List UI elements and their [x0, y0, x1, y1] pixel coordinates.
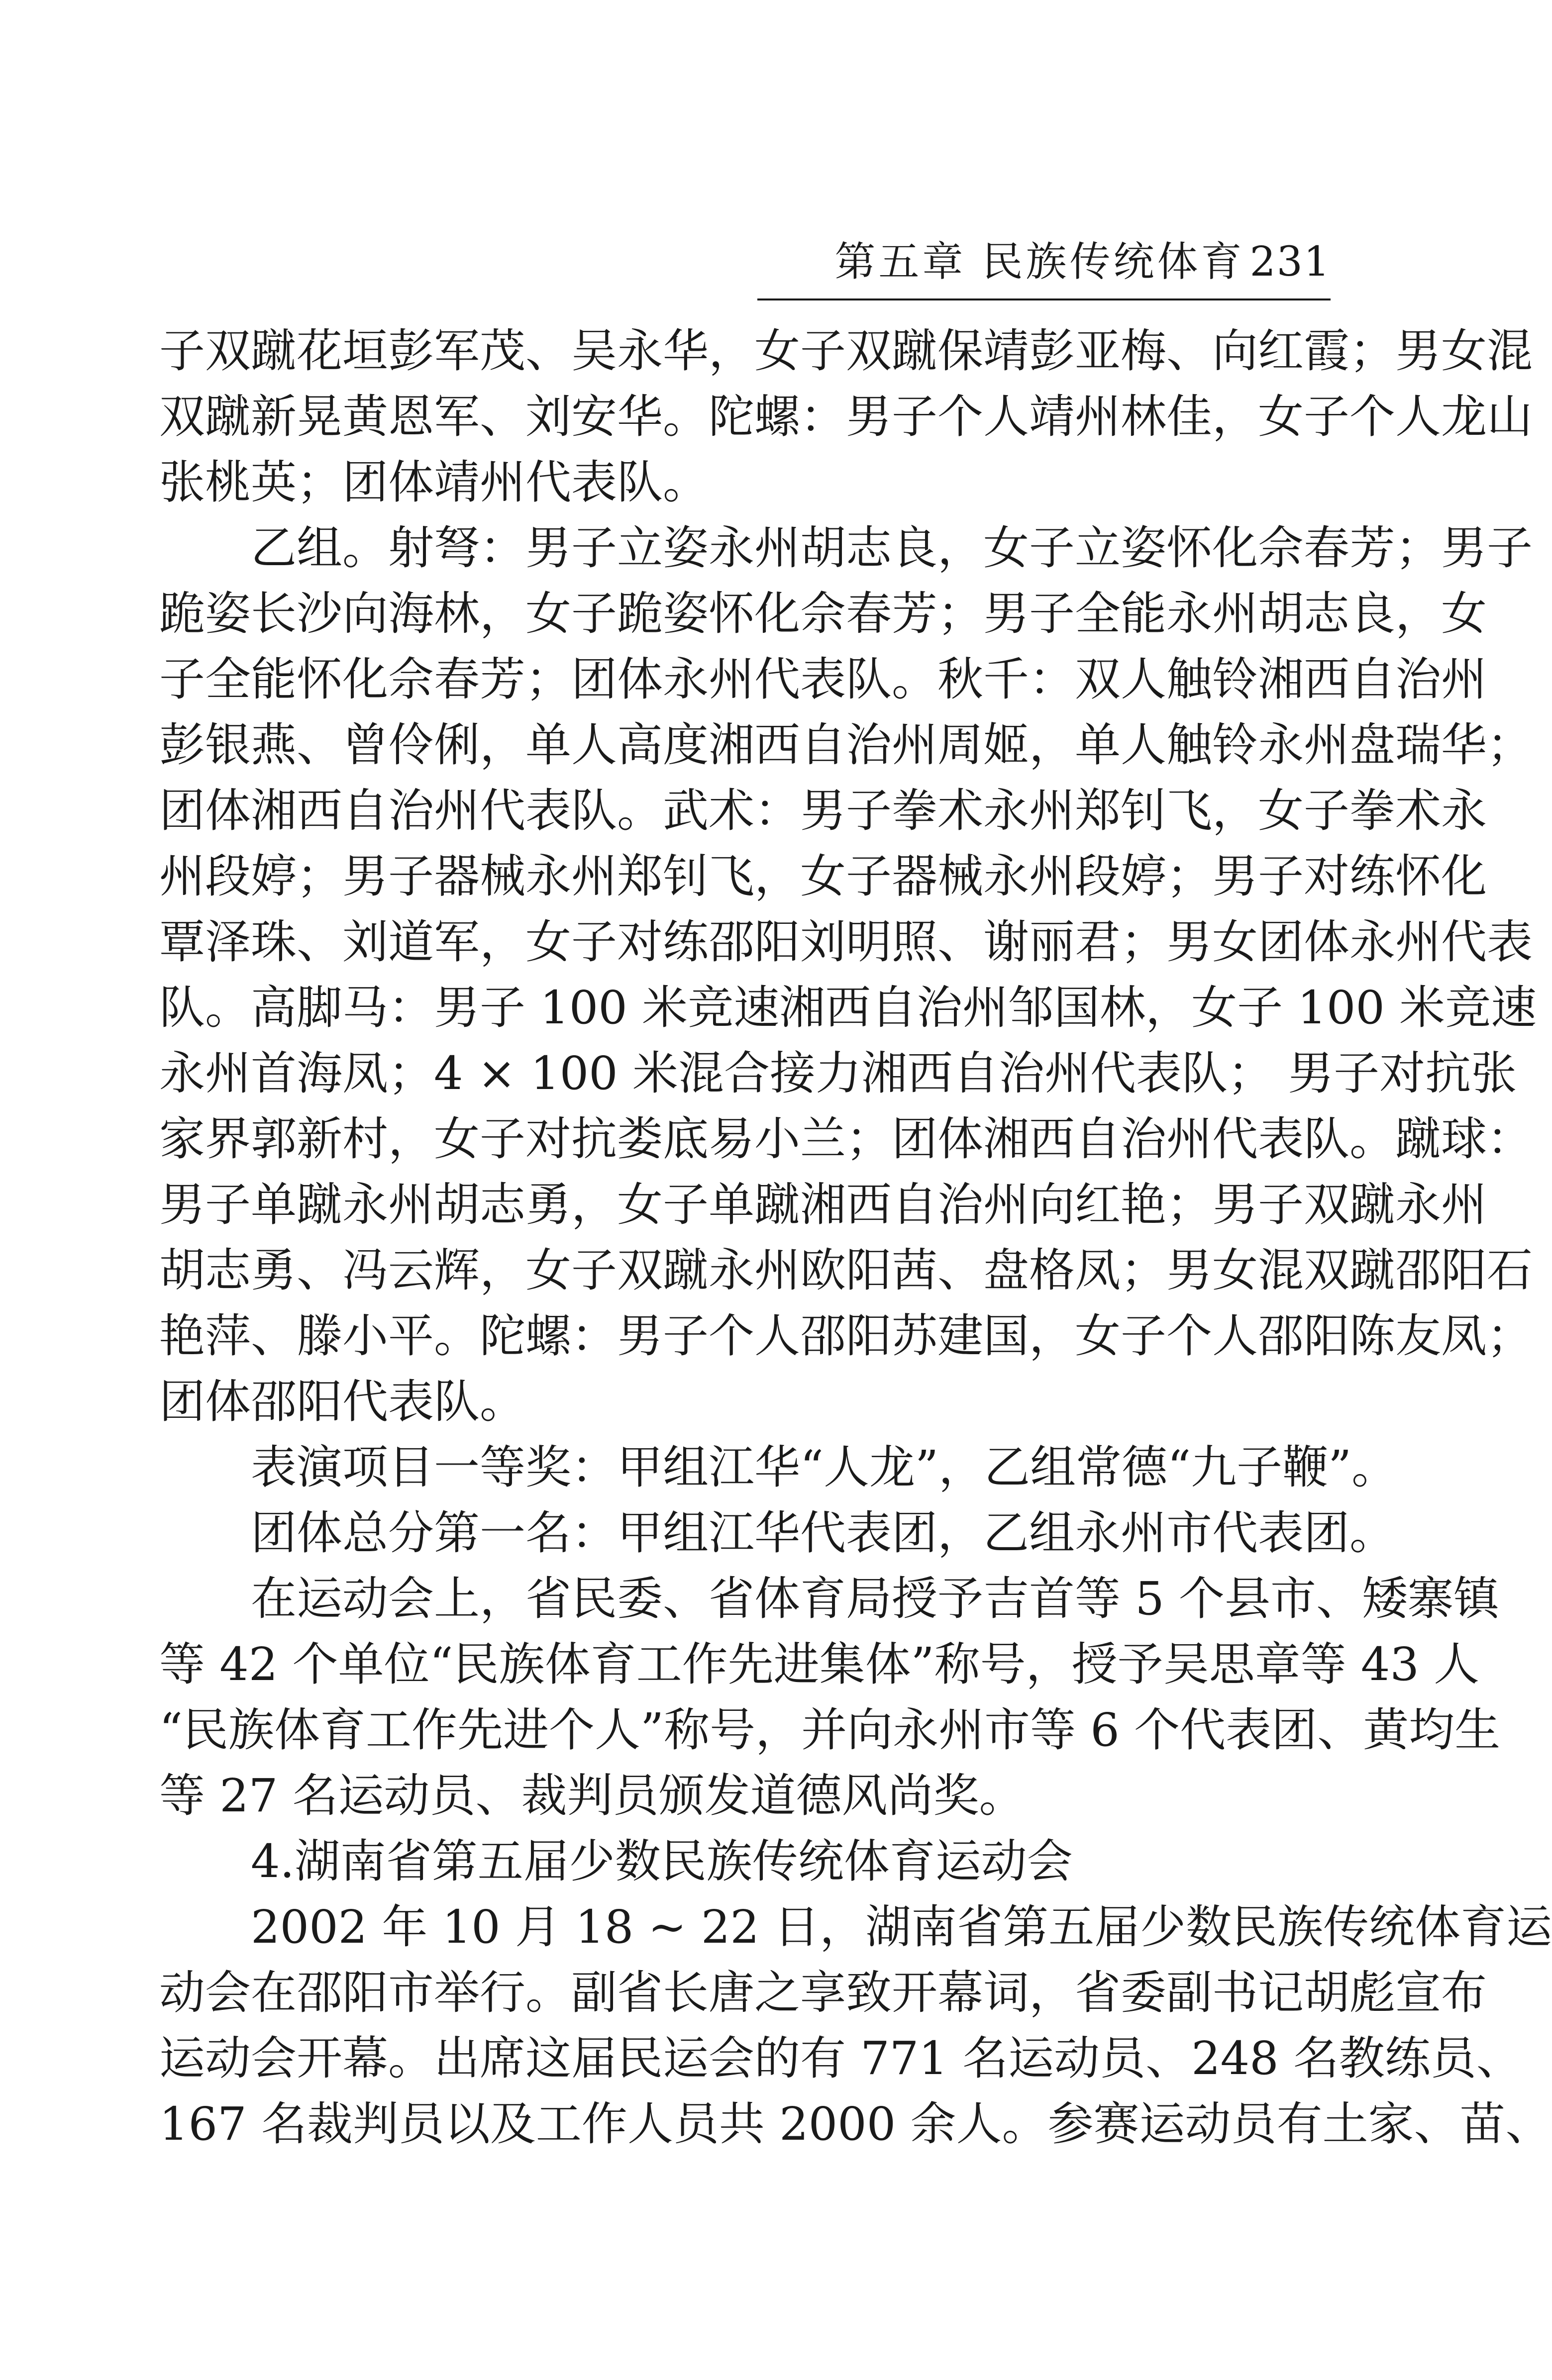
- body-text: [159, 318, 1552, 2157]
- page-number: 231: [1249, 238, 1331, 286]
- text-line: 在运动会上，省民委、省体育局授予吉首等 5 个县市、矮寨镇: [251, 1572, 1500, 1625]
- text-line: 等 42 个单位“民族体育工作先进集体”称号，授予吴思章等 43 人: [159, 1638, 1480, 1691]
- text-line: 子全能怀化佘春芳；团体永州代表队。秋千：双人触铃湘西自治州: [159, 653, 1487, 706]
- text-line: 家界郭新村，女子对抗娄底易小兰；团体湘西自治州代表队。蹴球：: [159, 1112, 1533, 1166]
- header-rule: [757, 298, 1331, 300]
- text-line: 张桃英；团体靖州代表队。: [159, 456, 709, 509]
- text-line: 队。高脚马：男子 100 米竞速湘西自治州邹国林，女子 100 米竞速: [159, 981, 1537, 1034]
- text-line: 167 名裁判员以及工作人员共 2000 余人。参赛运动员有土家、苗、: [159, 2097, 1552, 2151]
- text-line: 彭银燕、曾伶俐，单人高度湘西自治州周姬，单人触铃永州盘瑞华；: [159, 718, 1533, 772]
- text-line: 男子单蹴永州胡志勇，女子单蹴湘西自治州向红艳；男子双蹴永州: [159, 1178, 1487, 1231]
- text-line: 运动会开幕。出席这届民运会的有 771 名运动员、248 名教练员、: [159, 2032, 1522, 2085]
- text-line: 团体湘西自治州代表队。武术：男子拳术永州郑钊飞，女子拳术永: [159, 784, 1487, 837]
- text-line: 乙组。射弩：男子立姿永州胡志良，女子立姿怀化佘春芳；男子: [251, 521, 1533, 575]
- text-line: 跪姿长沙向海林，女子跪姿怀化佘春芳；男子全能永州胡志良，女: [159, 587, 1487, 640]
- text-line: “民族体育工作先进个人”称号，并向永州市等 6 个代表团、黄均生: [159, 1703, 1501, 1757]
- text-line: 州段婷；男子器械永州郑钊飞，女子器械永州段婷；男子对练怀化: [159, 850, 1487, 903]
- text-line: 覃泽珠、刘道军，女子对练邵阳刘明照、谢丽君；男女团体永州代表: [159, 915, 1533, 969]
- text-line: 等 27 名运动员、裁判员颁发道德风尚奖。: [159, 1769, 1025, 1822]
- text-line: 永州首海凤；4 × 100 米混合接力湘西自治州代表队； 男子对抗张: [159, 1047, 1517, 1100]
- running-header: [834, 238, 1331, 286]
- text-line: 4.湖南省第五届少数民族传统体育运动会: [251, 1835, 1073, 1888]
- chapter-title: 第五章 民族传统体育: [834, 238, 1245, 286]
- text-line: 团体总分第一名：甲组江华代表团，乙组永州市代表团。: [251, 1506, 1396, 1560]
- text-line: 艳萍、滕小平。陀螺：男子个人邵阳苏建国，女子个人邵阳陈友凤；: [159, 1309, 1533, 1363]
- text-line: 2002 年 10 月 18 ~ 22 日，湖南省第五届少数民族传统体育运: [251, 1900, 1552, 1954]
- text-line: 表演项目一等奖：甲组江华“人龙”，乙组常德“九子鞭”。: [251, 1441, 1398, 1494]
- text-line: 胡志勇、冯云辉，女子双蹴永州欧阳茜、盘格凤；男女混双蹴邵阳石: [159, 1244, 1533, 1297]
- text-line: 团体邵阳代表队。: [159, 1375, 526, 1428]
- text-line: 双蹴新晃黄恩军、刘安华。陀螺：男子个人靖州林佳，女子个人龙山: [159, 390, 1533, 443]
- text-line: 动会在邵阳市举行。副省长唐之享致开幕词，省委副书记胡彪宣布: [159, 1966, 1487, 2019]
- text-line: 子双蹴花垣彭军茂、吴永华，女子双蹴保靖彭亚梅、向红霞；男女混: [159, 324, 1533, 378]
